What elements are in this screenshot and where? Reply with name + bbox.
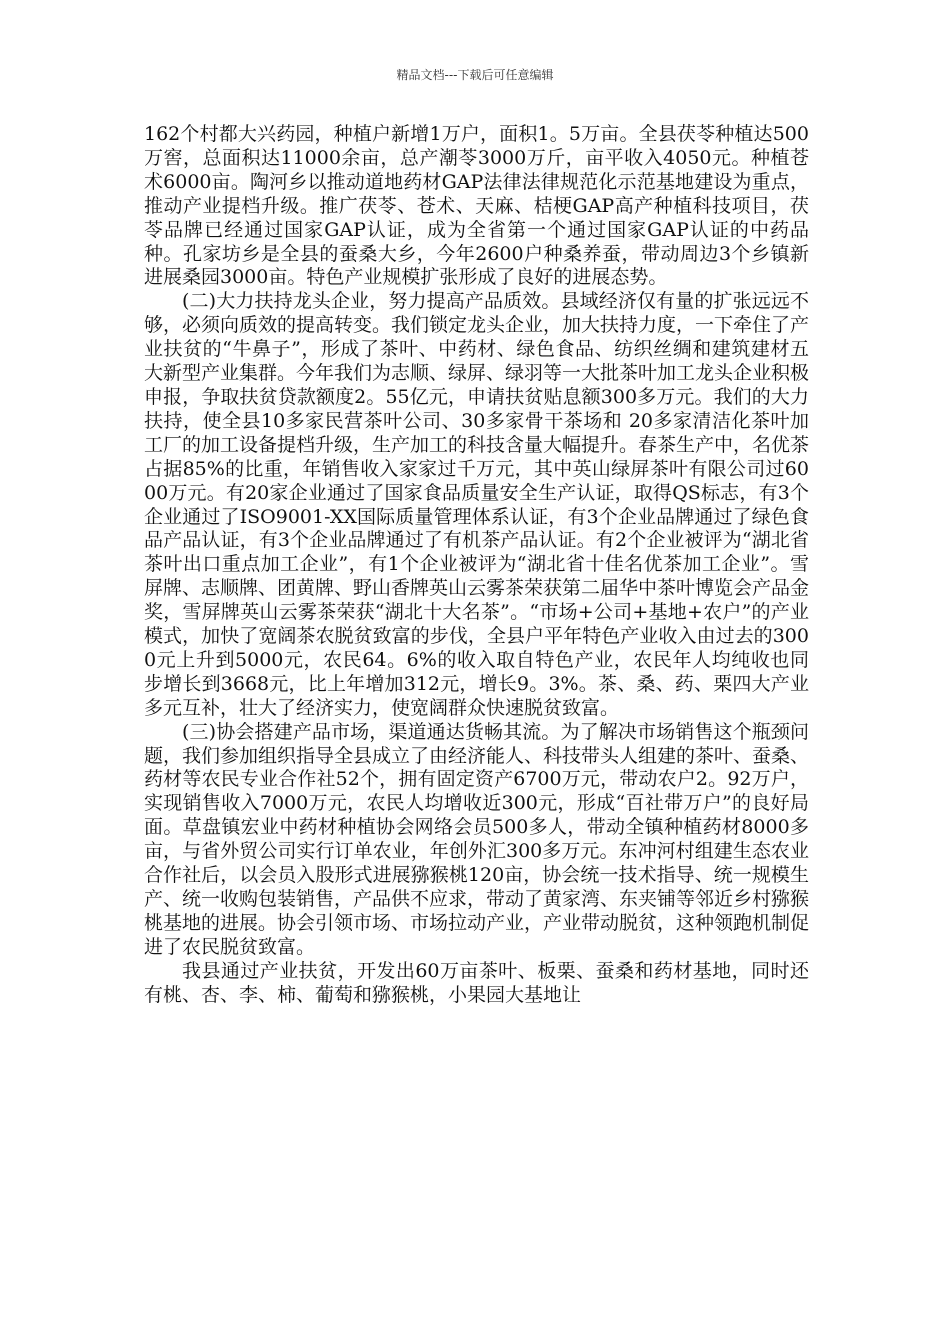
paragraph-industry-poverty-relief: 我县通过产业扶贫，开发出60万亩茶叶、板栗、蚕桑和药材基地，同时还有桃、杏、李、柿、葡萄和猕猴桃，小果园大基地让 bbox=[144, 959, 809, 1006]
paragraph-medicinal-herbs: 162个村都大兴药园，种植户新增1万户，面积1。5万亩。全县茯苓种植达500万窖，总面积达11000余亩，总产潮苓3000万斤，亩平收入4050元。种植苍术6000亩。陶河乡以推动道地药材GAP法律法律规范化示范基地建设为重点，推动产业提档升级。推广茯苓、苍术、天麻、桔梗GAP高产种植科技项目，茯苓品牌已经通过国家GAP认证，成为全省第一个通过国家GAP认证的中药品种。孔家坊乡是全县的蚕桑大乡，今年2600户种桑养蚕，带动周边3个乡镇新进展桑园3000亩。特色产业规模扩张形成了良好的进展态势。 bbox=[144, 123, 809, 289]
page-header: 精品文档---下载后可任意编辑 bbox=[396, 68, 554, 82]
paragraph-associations-market: (三)协会搭建产品市场，渠道通达货畅其流。为了解决市场销售这个瓶颈问题，我们参加组织指导全县成立了由经济能人、科技带头人组建的茶叶、蚕桑、药材等农民专业合作社52个，拥有固定资产6700万元，带动农户2。92万户，实现销售收入7000万元，农民人均增收近300元，形成“百社带万户”的良好局面。草盘镇宏业中药材种植协会网络会员500多人，带动全镇种植药材8000多亩，与省外贸公司实行订单农业，年创外汇300多万元。东冲河村组建生态农业合作社后，以会员入股形式进展猕猴桃120亩，协会统一技术指导、统一规模生产、统一收购包装销售，产品供不应求，带动了黄家湾、东夹铺等邻近乡村猕猴桃基地的进展。协会引领市场、市场拉动产业，产业带动脱贫，这种领跑机制促进了农民脱贫致富。 bbox=[144, 720, 810, 958]
paragraph-leading-enterprises: (二)大力扶持龙头企业，努力提高产品质效。县域经济仅有量的扩张远远不够，必须向质效的提高转变。我们锁定龙头企业，加大扶持力度，一下牵住了产业扶贫的“牛鼻子”，形成了茶叶、中药材、绿色食品、纺织丝绸和建筑建材五大新型产业集群。今年我们为志顺、绿屏、绿羽等一大批茶叶加工龙头企业积极申报，争取扶贫贷款额度2。55亿元，申请扶贫贴息额300多万元。我们的大力扶持，使全县10多家民营茶叶公司、30多家骨干茶场和 20多家清洁化茶叶加工厂的加工设备提档升级，生产加工的科技含量大幅提升。春茶生产中，名优茶占据85%的比重，年销售收入家家过千万元，其中英山绿屏茶叶有限公司过6000万元。有20家企业通过了国家食品质量安全生产认证，取得QS标志，有3个企业通过了ISO9001-XX国际质量管理体系认证，有3个企业品牌通过了绿色食品产品认证，有3个企业品牌通过了有机茶产品认证。有2个企业被评为“湖北省茶叶出口重点加工企业”，有1个企业被评为“湖北省十佳名优茶加工企业”。雪屏牌、志顺牌、团黄牌、野山香牌英山云雾茶荣获第二届华中茶叶博览会产品金奖，雪屏牌英山云雾茶荣获“湖北十大名茶”。“市场+公司+基地+农户”的产业模式，加快了宽阔茶农脱贫致富的步伐，全县户平年特色产业收入由过去的3000元上升到5000元，农民64。6%的收入取自特色产业，农民年人均纯收也同步增长到3668元，比上年增加312元，增长9。3%。茶、桑、药、栗四大产业多元互补，壮大了经济实力，使宽阔群众快速脱贫致富。 bbox=[144, 290, 810, 719]
document-body bbox=[144, 123, 809, 1008]
